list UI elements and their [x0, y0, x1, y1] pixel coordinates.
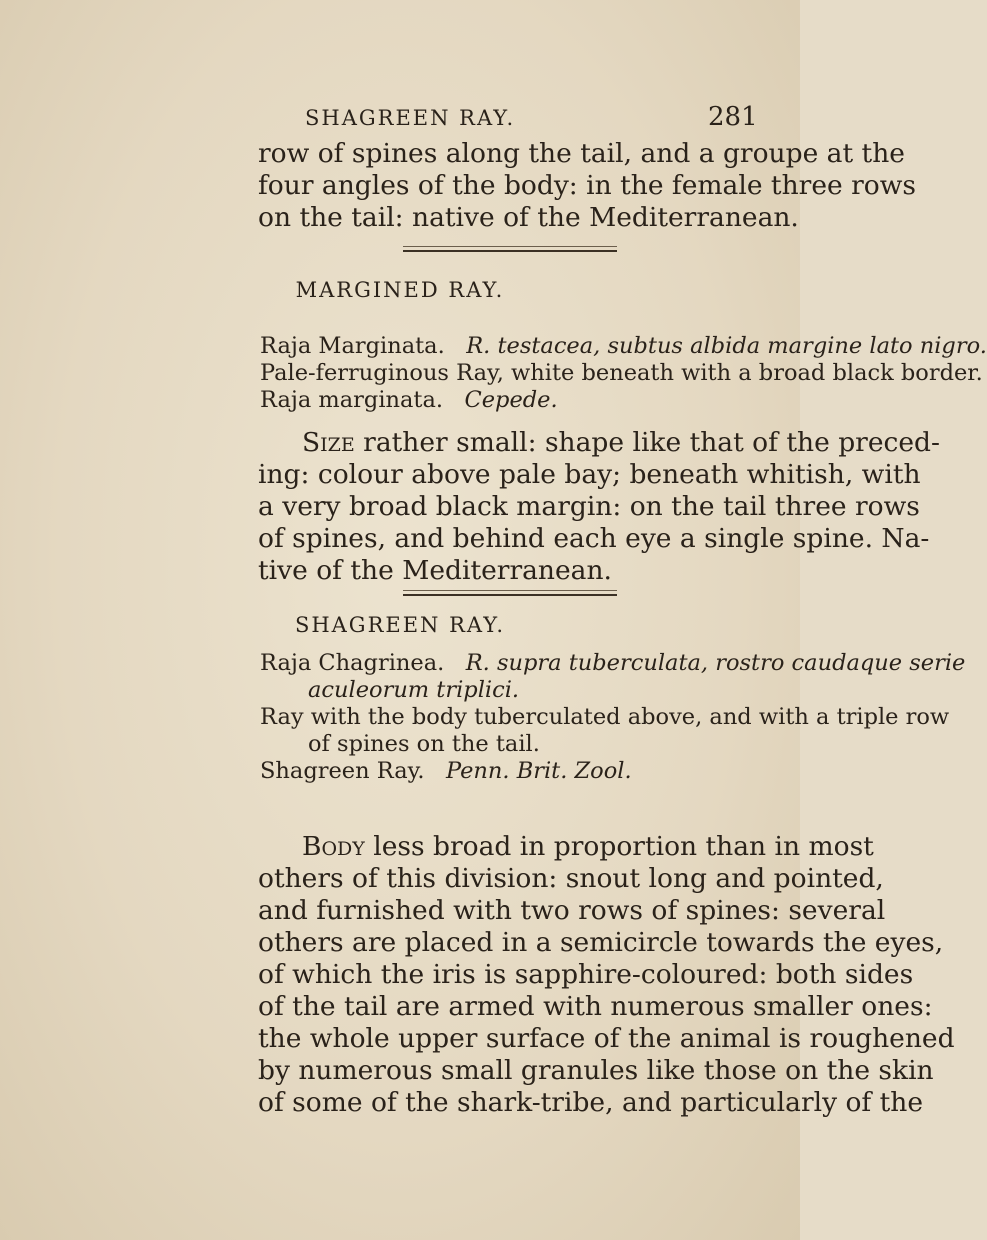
description-margined-ray [258, 427, 940, 587]
text-line: the whole upper surface of the animal is roughened [258, 1023, 955, 1054]
latin-diagnosis: R. testacea, subtus albida margine lato nigro. [466, 333, 987, 359]
synonymy-shagreen-ray [260, 650, 965, 785]
text-line: ing: colour above pale bay; beneath whitish, with [258, 459, 921, 490]
text-line: of some of the shark-tribe, and particularly of the [258, 1087, 924, 1118]
lead-word: Size [302, 427, 355, 458]
latin-diagnosis-cont: aculeorum triplici. [308, 677, 520, 703]
text-fragment: less broad in proportion than in most [364, 831, 874, 862]
text-line: of which the iris is sapphire-coloured: both sides [258, 959, 914, 990]
text-line: a very broad black margin: on the tail three rows [258, 491, 920, 522]
text-line [258, 831, 874, 863]
text-line: of spines, and behind each eye a single spine. Na- [258, 523, 930, 554]
synonym-line: of spines on the tail. [308, 731, 540, 757]
text-line: others are placed in a semicircle towards the eyes, [258, 927, 944, 958]
synonym-line [260, 387, 987, 414]
text-fragment: rather small: shape like that of the preced- [354, 427, 940, 458]
synonym-line [260, 758, 965, 785]
text-line: others of this division: snout long and pointed, [258, 863, 884, 894]
section-divider [403, 246, 617, 252]
page-header [0, 102, 800, 138]
text-line: on the tail: native of the Mediterranean. [258, 202, 799, 233]
species-name: Raja Chagrinea. [260, 650, 445, 676]
section-title-shagreen-ray: SHAGREEN RAY. [294, 613, 506, 637]
text-line: of the tail are armed with numerous smaller ones: [258, 991, 933, 1022]
lead-word: Body [302, 831, 365, 862]
synonym-line [260, 650, 965, 677]
text-line: and furnished with two rows of spines: several [258, 895, 886, 926]
species-name: Raja Marginata. [260, 333, 445, 359]
page-number: 281 [708, 102, 758, 132]
synonym-author: Penn. Brit. Zool. [445, 758, 632, 784]
section-title-margined-ray: MARGINED RAY. [295, 278, 505, 302]
latin-diagnosis: R. supra tuberculata, rostro caudaque serie [465, 650, 966, 676]
text-line [258, 427, 940, 459]
synonym-name: Shagreen Ray. [260, 758, 425, 784]
text-line: four angles of the body: in the female three rows [258, 170, 917, 201]
text-line: by numerous small granules like those on the skin [258, 1055, 934, 1086]
synonym-line [260, 333, 987, 360]
synonym-name: Raja marginata. [260, 387, 444, 413]
synonymy-margined-ray [260, 333, 987, 414]
section-divider [403, 590, 617, 596]
synonym-author: Cepede. [464, 387, 558, 413]
intro-paragraph [258, 138, 917, 234]
synonym-line: Ray with the body tuberculated above, and with a triple row [260, 704, 950, 730]
running-head: SHAGREEN RAY. [305, 106, 516, 130]
text-line: tive of the Mediterranean. [258, 555, 612, 586]
synonym-line [260, 677, 965, 704]
synonym-line: Pale-ferruginous Ray, white beneath with a broad black border. [260, 360, 983, 386]
description-shagreen-ray [258, 831, 955, 1119]
text-line: row of spines along the tail, and a groupe at the [258, 138, 905, 169]
